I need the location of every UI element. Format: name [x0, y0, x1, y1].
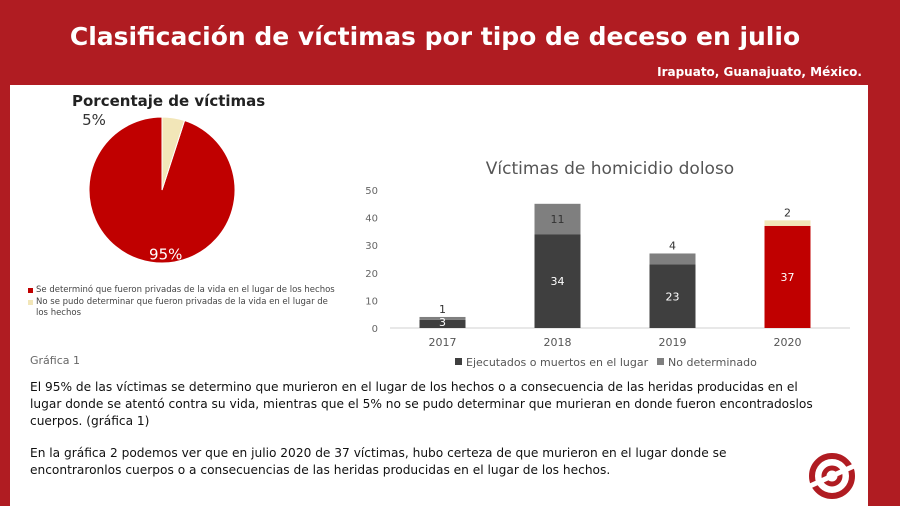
y-tick-label: 0	[371, 324, 378, 335]
legend-label-undetermined: No se pudo determinar que fueron privadas de la vida en el lugar de los hechos	[36, 297, 328, 318]
y-tick-label: 20	[365, 268, 378, 280]
bar-undetermined-2019	[650, 253, 696, 264]
data-label-executed-2019: 23	[665, 290, 680, 304]
data-label-undetermined-2019: 4	[669, 239, 676, 253]
data-label-executed-2020: 37	[780, 270, 795, 284]
data-label-undetermined-2017: 1	[439, 302, 446, 316]
legend-swatch-undetermined	[28, 300, 33, 305]
legend-swatch-determined	[28, 288, 33, 293]
brand-logo-icon	[806, 452, 858, 500]
paragraph-2: En la gráfica 2 podemos ver que en julio 2020 de 37 víctimas, hubo certeza de que murieron en el lugar donde se encontraronlos cuerpos o a consecuencias de las heridas producidas en el lugar de los hechos.	[30, 446, 727, 477]
pie-label-0: 95%	[149, 245, 183, 264]
x-tick-label-2020: 2020	[773, 336, 802, 349]
chart-caption: Gráfica 1	[30, 354, 80, 367]
legend-label-executed: Ejecutados o muertos en el lugar	[466, 356, 649, 369]
paragraph-1: El 95% de las víctimas se determino que murieron en el lugar de los hechos o a consecuencia de las heridas producidas en el lugar donde se atentó contra su vida, mientras que el 5% no se pudo determinar que murieran en donde fueron encontradoslos cuerpos. (gráfica 1)	[30, 380, 813, 428]
bar-undetermined-2020	[765, 220, 811, 226]
y-tick-label: 10	[365, 296, 378, 308]
bar-chart	[360, 150, 860, 375]
page-title: Clasificación de víctimas por tipo de deceso en julio	[69, 22, 801, 51]
data-label-undetermined-2018: 11	[550, 212, 565, 226]
bar-chart-title: Víctimas de homicidio doloso	[485, 159, 735, 179]
pie-chart	[80, 105, 260, 275]
legend-swatch-undetermined-bar	[657, 358, 664, 365]
page-subtitle: Irapuato, Guanajuato, México.	[657, 65, 862, 79]
x-tick-label-2018: 2018	[543, 336, 572, 349]
pie-chart-title: Porcentaje de víctimas	[72, 92, 266, 110]
x-tick-label-2017: 2017	[428, 336, 457, 349]
legend-label-determined: Se determinó que fueron privadas de la vida en el lugar de los hechos	[36, 285, 335, 295]
data-label-undetermined-2020: 2	[784, 206, 791, 220]
legend-swatch-executed	[455, 358, 462, 365]
x-tick-label-2019: 2019	[658, 336, 687, 349]
legend-item-determined	[28, 285, 338, 296]
legend-item-undetermined	[28, 297, 338, 319]
y-tick-label: 50	[365, 186, 378, 197]
data-label-executed-2018: 34	[550, 275, 565, 289]
pie-legend	[28, 285, 338, 320]
legend-label-undetermined-bar: No determinado	[668, 356, 757, 369]
pie-label-1: 5%	[82, 111, 106, 129]
y-tick-label: 40	[365, 213, 378, 225]
data-label-executed-2017: 3	[439, 316, 446, 329]
y-tick-label: 30	[365, 241, 378, 253]
